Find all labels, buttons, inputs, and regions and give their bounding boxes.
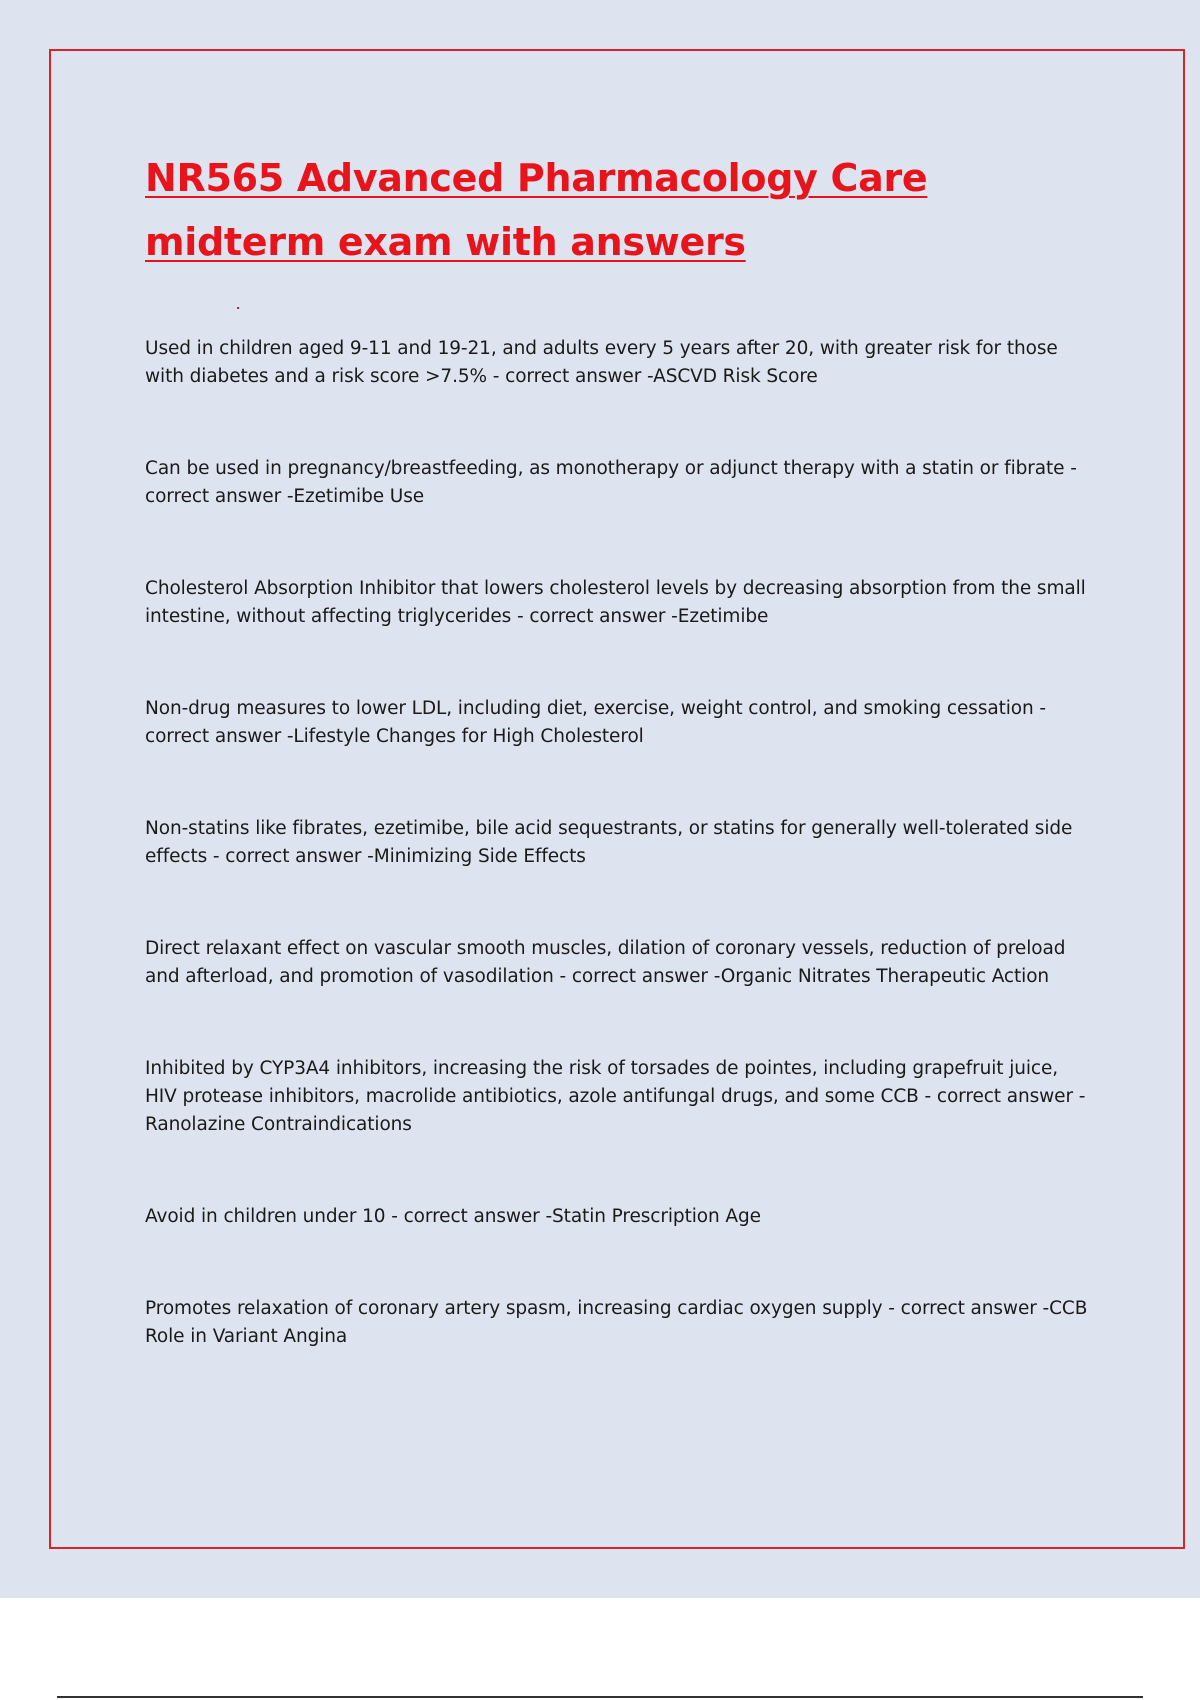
qa-item: Avoid in children under 10 - correct answer -Statin Prescription Age xyxy=(145,1206,761,1227)
qa-item: Direct relaxant effect on vascular smooth muscles, dilation of coronary vessels, reduction of preload and afterload, and promotion of vasodilation - correct answer -Organic Nitrates Therapeutic Action xyxy=(145,938,1066,987)
qa-item: Used in children aged 9-11 and 19-21, and adults every 5 years after 20, with greater risk for those with diabetes and a risk score >7.5% - correct answer -ASCVD Risk Score xyxy=(145,338,1058,387)
document-title: NR565 Advanced Pharmacology Care midterm exam with answers xyxy=(145,156,928,264)
bottom-rule xyxy=(57,1696,1143,1698)
qa-item: Promotes relaxation of coronary artery spasm, increasing cardiac oxygen supply - correct answer -CCB Role in Variant Angina xyxy=(145,1298,1088,1347)
qa-list xyxy=(145,335,1095,1351)
qa-item: Non-drug measures to lower LDL, including diet, exercise, weight control, and smoking cessation - correct answer -Lifestyle Changes for High Cholesterol xyxy=(145,698,1046,747)
stray-dot xyxy=(237,307,239,309)
qa-item: Inhibited by CYP3A4 inhibitors, increasing the risk of torsades de pointes, including grapefruit juice, HIV protease inhibitors, macrolide antibiotics, azole antifungal drugs, and some CCB - correct answer -Ranolazine Contraindications xyxy=(145,1058,1086,1135)
qa-item: Can be used in pregnancy/breastfeeding, as monotherapy or adjunct therapy with a statin or fibrate - correct answer -Ezetimibe Use xyxy=(145,458,1077,507)
qa-item: Non-statins like fibrates, ezetimibe, bile acid sequestrants, or statins for generally well-tolerated side effects - correct answer -Minimizing Side Effects xyxy=(145,818,1073,867)
qa-item: Cholesterol Absorption Inhibitor that lowers cholesterol levels by decreasing absorption from the small intestine, without affecting triglycerides - correct answer -Ezetimibe xyxy=(145,578,1086,627)
